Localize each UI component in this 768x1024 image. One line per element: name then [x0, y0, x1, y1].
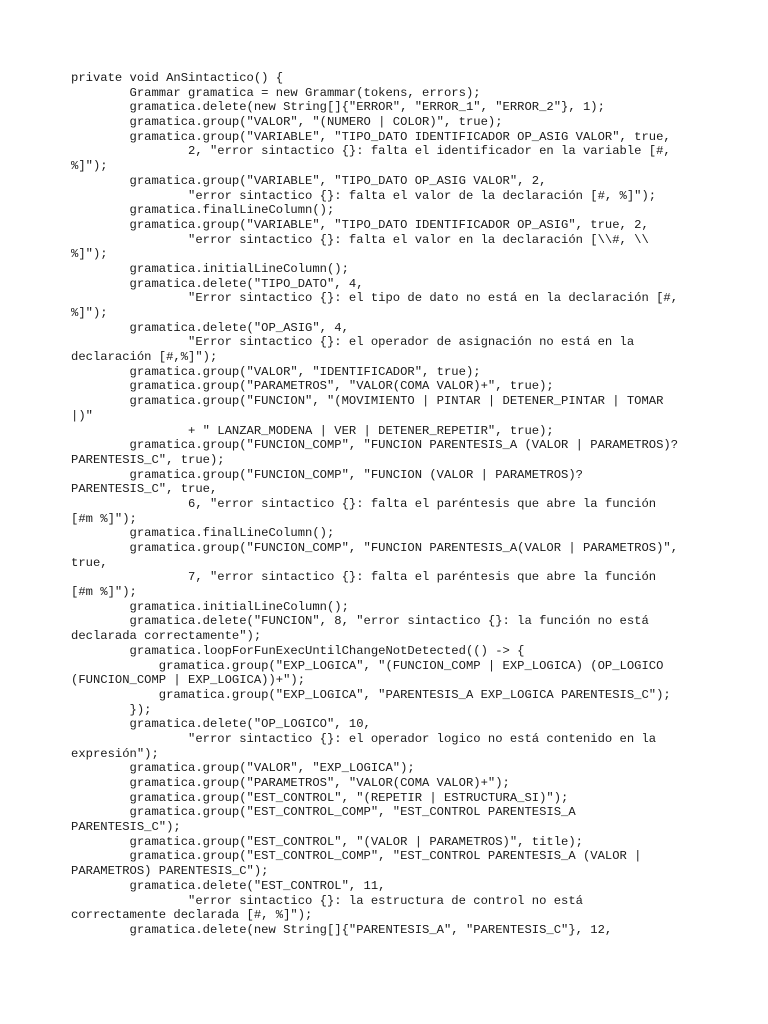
- code-line: 7, "error sintactico {}: falta el paréntesis que abre la función: [71, 570, 657, 585]
- code-line: [#m %]");: [71, 585, 137, 600]
- code-line: gramatica.group("VARIABLE", "TIPO_DATO OP_ASIG VALOR", 2,: [71, 173, 547, 188]
- code-line: PARAMETROS) PARENTESIS_C");: [71, 864, 269, 879]
- code-line: gramatica.group("FUNCION", "(MOVIMIENTO | PINTAR | DETENER_PINTAR | TOMAR: [71, 394, 664, 409]
- code-line: expresión");: [71, 746, 159, 761]
- code-line: + " LANZAR_MODENA | VER | DETENER_REPETIR", true);: [71, 423, 554, 438]
- code-line: declarada correctamente");: [71, 629, 262, 644]
- code-line: true,: [71, 555, 108, 570]
- code-line: gramatica.group("FUNCION_COMP", "FUNCION PARENTESIS_A(VALOR | PARAMETROS)",: [71, 541, 679, 555]
- code-line: gramatica.delete("OP_LOGICO", 10,: [71, 717, 371, 732]
- code-line: "error sintactico {}: el operador logico no está contenido en la: [71, 731, 657, 746]
- code-line: "error sintactico {}: falta el valor en la declaración [\\#, \\: [71, 232, 649, 247]
- code-line: %]");: [71, 247, 108, 262]
- code-line: gramatica.group("FUNCION_COMP", "FUNCION (VALOR | PARAMETROS)?: [71, 467, 583, 482]
- code-line: gramatica.group("EST_CONTROL_COMP", "EST_CONTROL PARENTESIS_A (VALOR |: [71, 849, 642, 864]
- code-line: %]");: [71, 306, 108, 320]
- code-line: |)": [71, 408, 93, 423]
- code-line: gramatica.delete(new String[]{"PARENTESIS_A", "PARENTESIS_C"}, 12,: [71, 922, 613, 937]
- code-line: gramatica.group("FUNCION_COMP", "FUNCION PARENTESIS_A (VALOR | PARAMETROS)?: [71, 438, 679, 453]
- code-line: declaración [#,%]");: [71, 350, 218, 365]
- code-line: "error sintactico {}: falta el valor de la declaración [#, %]");: [71, 188, 657, 203]
- code-line: gramatica.group("EST_CONTROL", "(REPETIR | ESTRUCTURA_SI)");: [71, 790, 569, 805]
- code-line: gramatica.delete("EST_CONTROL", 11,: [71, 878, 386, 893]
- code-line: "error sintactico {}: la estructura de control no está: [71, 893, 583, 908]
- code-line: PARENTESIS_C");: [71, 820, 181, 835]
- code-line: Grammar gramatica = new Grammar(tokens, errors);: [71, 85, 481, 100]
- code-line: gramatica.delete("FUNCION", 8, "error sintactico {}: la función no está: [71, 614, 649, 629]
- code-line: gramatica.group("VARIABLE", "TIPO_DATO IDENTIFICADOR OP_ASIG VALOR", true,: [71, 129, 671, 144]
- code-line: gramatica.group("PARAMETROS", "VALOR(COMA VALOR)+");: [71, 776, 510, 790]
- code-line: PARENTESIS_C", true);: [71, 452, 225, 467]
- code-line: "Error sintactico {}: el tipo de dato no está en la declaración [#,: [71, 291, 679, 306]
- code-line: gramatica.group("VALOR", "EXP_LOGICA");: [71, 761, 415, 776]
- code-line: private void AnSintactico() {: [71, 71, 284, 85]
- code-line: gramatica.finalLineColumn();: [71, 526, 335, 541]
- code-line: (FUNCION_COMP | EXP_LOGICA))+");: [71, 673, 306, 688]
- code-line: 6, "error sintactico {}: falta el paréntesis que abre la función: [71, 496, 657, 511]
- code-line: gramatica.group("VALOR", "(NUMERO | COLOR)", true);: [71, 115, 503, 130]
- code-line: gramatica.group("EST_CONTROL_COMP", "EST_CONTROL PARENTESIS_A: [71, 805, 576, 820]
- code-line: gramatica.delete("OP_ASIG", 4,: [71, 320, 349, 335]
- code-line: 2, "error sintactico {}: falta el identificador en la variable [#,: [71, 144, 671, 159]
- code-line: gramatica.group("PARAMETROS", "VALOR(COMA VALOR)+", true);: [71, 379, 554, 394]
- code-line: gramatica.delete("TIPO_DATO", 4,: [71, 276, 364, 291]
- code-line: gramatica.initialLineColumn();: [71, 599, 349, 614]
- code-line: gramatica.loopForFunExecUntilChangeNotDetected(() -> {: [71, 643, 525, 658]
- code-line: %]");: [71, 159, 108, 174]
- code-line: gramatica.group("VARIABLE", "TIPO_DATO IDENTIFICADOR OP_ASIG", true, 2,: [71, 217, 649, 232]
- code-line: gramatica.group("EXP_LOGICA", "(FUNCION_COMP | EXP_LOGICA) (OP_LOGICO: [71, 658, 664, 673]
- code-line: gramatica.group("EXP_LOGICA", "PARENTESIS_A EXP_LOGICA PARENTESIS_C");: [71, 687, 671, 702]
- code-line: gramatica.initialLineColumn();: [71, 261, 349, 276]
- code-line: gramatica.group("EST_CONTROL", "(VALOR | PARAMETROS)", title);: [71, 834, 583, 849]
- code-line: gramatica.delete(new String[]{"ERROR", "ERROR_1", "ERROR_2"}, 1);: [71, 100, 605, 115]
- code-line: });: [71, 702, 152, 717]
- code-line: [#m %]");: [71, 511, 137, 526]
- code-block: [71, 71, 678, 938]
- code-line: PARENTESIS_C", true,: [71, 482, 218, 497]
- code-line: correctamente declarada [#, %]");: [71, 908, 313, 923]
- code-line: gramatica.finalLineColumn();: [71, 203, 335, 218]
- code-line: "Error sintactico {}: el operador de asignación no está en la: [71, 335, 635, 350]
- code-line: gramatica.group("VALOR", "IDENTIFICADOR", true);: [71, 364, 481, 379]
